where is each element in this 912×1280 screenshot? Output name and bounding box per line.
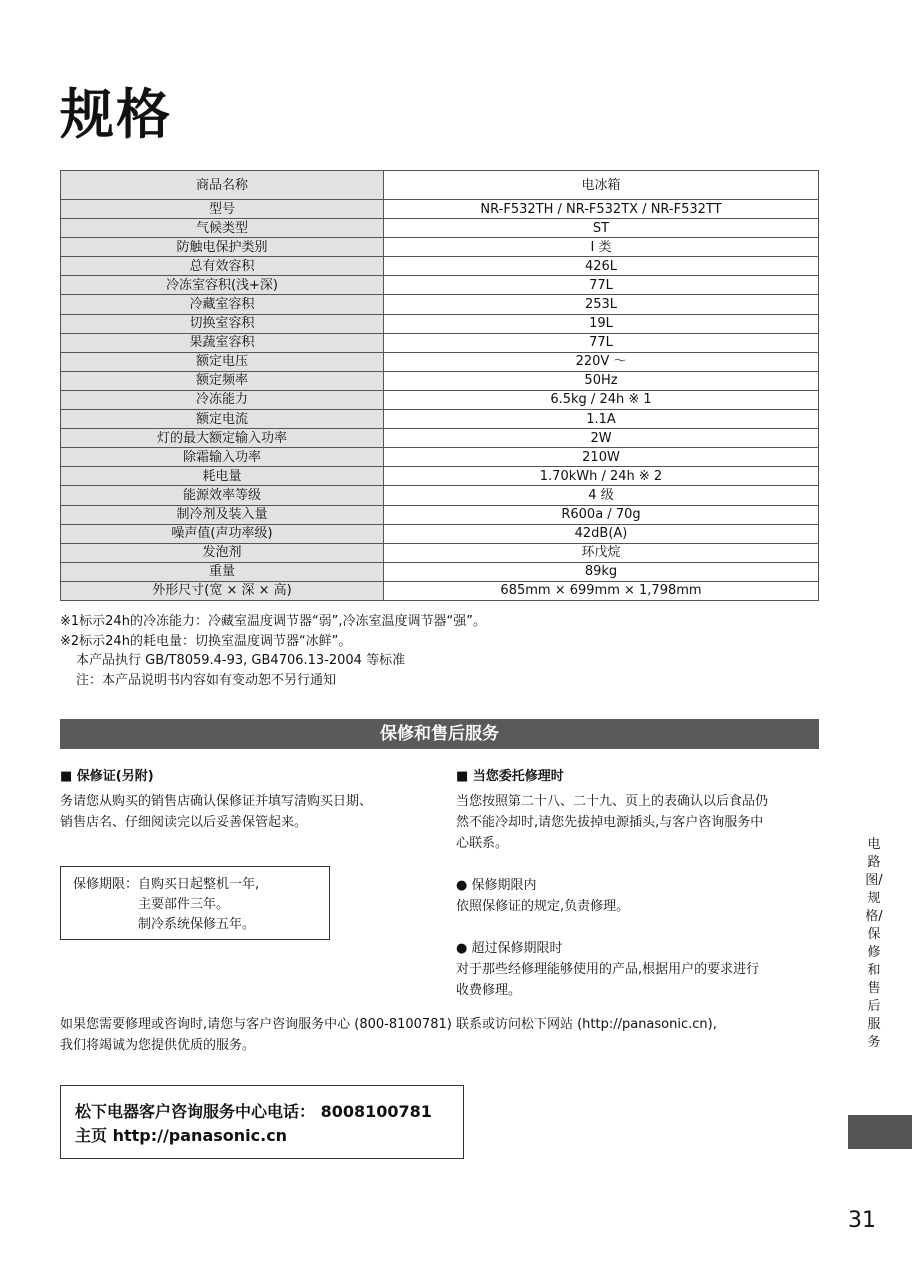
table-row: [61, 219, 819, 238]
spec-value: 253L: [384, 295, 819, 314]
spec-value: 50Hz: [384, 371, 819, 390]
table-row: [61, 410, 819, 429]
page-title: 规格: [60, 83, 172, 146]
page-number: 31: [848, 1208, 876, 1233]
spec-value: 89kg: [384, 562, 819, 581]
spec-key: 型号: [61, 200, 384, 219]
spec-key: 耗电量: [61, 467, 384, 486]
text: 然不能冷却时,请您先拔掉电源插头,与客户咨询服务中: [456, 815, 764, 830]
text: 务请您从购买的销售店确认保修证并填写清购买日期、: [60, 794, 373, 809]
table-header-row: [61, 171, 819, 200]
spec-key: 外形尺寸(宽 × 深 × 高): [61, 581, 384, 600]
table-row: [61, 238, 819, 257]
spec-key: 额定电流: [61, 410, 384, 429]
hotline: 松下电器客户咨询服务中心电话： 8008100781: [75, 1102, 432, 1121]
text: 当您按照第二十八、二十九、页上的表确认以后食品仍: [456, 794, 769, 809]
spec-key: 噪声值(声功率级): [61, 524, 384, 543]
spec-value: 220V ～: [384, 352, 819, 371]
table-row: [61, 295, 819, 314]
text: 制冷系统保修五年。: [138, 917, 256, 932]
table-row: [61, 562, 819, 581]
table-row: [61, 314, 819, 333]
spec-value: 2W: [384, 429, 819, 448]
text: 对于那些经修理能够使用的产品,根据用户的要求进行: [456, 962, 760, 977]
spec-value: 77L: [384, 276, 819, 295]
spec-key: 切换室容积: [61, 314, 384, 333]
text: 依照保修证的规定,负责修理。: [456, 899, 630, 914]
table-row: [61, 448, 819, 467]
spec-value: 77L: [384, 333, 819, 352]
spec-key: 重量: [61, 562, 384, 581]
table-row: [61, 543, 819, 562]
table-row: [61, 505, 819, 524]
spec-value: ST: [384, 219, 819, 238]
spec-value: 电冰箱: [384, 171, 819, 200]
spec-value: 4 级: [384, 486, 819, 505]
spec-value: Ⅰ 类: [384, 238, 819, 257]
spec-value: 426L: [384, 257, 819, 276]
note: 注：本产品说明书内容如有变动恕不另行通知: [76, 672, 337, 688]
spec-key: 冷冻室容积(浅+深): [61, 276, 384, 295]
spec-value: 685mm × 699mm × 1,798mm: [384, 581, 819, 600]
heading: ■ 当您委托修理时: [456, 769, 564, 784]
spec-value: 1.1A: [384, 410, 819, 429]
contact-box: [60, 1085, 464, 1159]
spec-key: 额定频率: [61, 371, 384, 390]
text: 收费修理。: [456, 983, 522, 998]
text: 销售店名、仔细阅读完以后妥善保管起来。: [60, 815, 308, 830]
table-row: [61, 371, 819, 390]
spec-value: 1.70kWh / 24h ※ 2: [384, 467, 819, 486]
spec-value: R600a / 70g: [384, 505, 819, 524]
note: ※2标示24h的耗电量：切换室温度调节器“冰鲜”。: [60, 633, 352, 649]
section-title: 保修和售后服务: [60, 719, 819, 749]
spec-key: 总有效容积: [61, 257, 384, 276]
table-row: [61, 333, 819, 352]
spec-key: 冷藏室容积: [61, 295, 384, 314]
table-row: [61, 524, 819, 543]
spec-key: 制冷剂及装入量: [61, 505, 384, 524]
warranty-period-box: [60, 866, 330, 940]
heading: ■ 保修证(另附): [60, 769, 154, 784]
spec-key: 防触电保护类别: [61, 238, 384, 257]
spec-key: 除霜输入功率: [61, 448, 384, 467]
spec-value: 42dB(A): [384, 524, 819, 543]
table-row: [61, 486, 819, 505]
note: ※1标示24h的冷冻能力：冷藏室温度调节器“弱”,冷冻室温度调节器“强”。: [60, 614, 487, 629]
table-row: [61, 390, 819, 409]
text: 自购买日起整机一年,: [138, 877, 260, 892]
subheading: ● 保修期限内: [456, 878, 537, 893]
side-tab-marker: [848, 1115, 912, 1149]
table-row: [61, 200, 819, 219]
spec-value: 6.5kg / 24h ※ 1: [384, 390, 819, 409]
homepage-link[interactable]: 主页 http://panasonic.cn: [75, 1126, 288, 1145]
table-row: [61, 257, 819, 276]
label: 保修期限：: [73, 877, 139, 892]
spec-key: 额定电压: [61, 352, 384, 371]
table-row: [61, 467, 819, 486]
spec-key: 果蔬室容积: [61, 333, 384, 352]
spec-table: [60, 170, 819, 601]
text: 我们将竭诚为您提供优质的服务。: [60, 1038, 256, 1053]
subheading: ● 超过保修期限时: [456, 941, 563, 956]
spec-key: 发泡剂: [61, 543, 384, 562]
spec-value: 19L: [384, 314, 819, 333]
warranty-card-section: [60, 766, 372, 833]
spec-key: 气候类型: [61, 219, 384, 238]
table-row: [61, 429, 819, 448]
repair-section: [456, 766, 768, 1001]
spec-key: 能源效率等级: [61, 486, 384, 505]
spec-key: 商品名称: [61, 171, 384, 200]
table-row: [61, 352, 819, 371]
spec-key: 灯的最大额定输入功率: [61, 429, 384, 448]
side-section-label: 电路图/规格/保修和售后服务: [865, 837, 883, 1050]
contact-paragraph: [60, 1014, 717, 1056]
table-row: [61, 276, 819, 295]
spec-value: 环戊烷: [384, 543, 819, 562]
text: 如果您需要修理或咨询时,请您与客户咨询服务中心 (800-8100781) 联系或访问松下网站 (http://panasonic.cn),: [60, 1017, 717, 1032]
spec-value: NR-F532TH / NR-F532TX / NR-F532TT: [384, 200, 819, 219]
text: 心联系。: [456, 836, 509, 851]
table-row: [61, 581, 819, 600]
spec-value: 210W: [384, 448, 819, 467]
spec-key: 冷冻能力: [61, 390, 384, 409]
text: 主要部件三年。: [138, 897, 230, 912]
note: 本产品执行 GB/T8059.4-93, GB4706.13-2004 等标准: [76, 653, 406, 668]
footnotes: [60, 612, 486, 690]
